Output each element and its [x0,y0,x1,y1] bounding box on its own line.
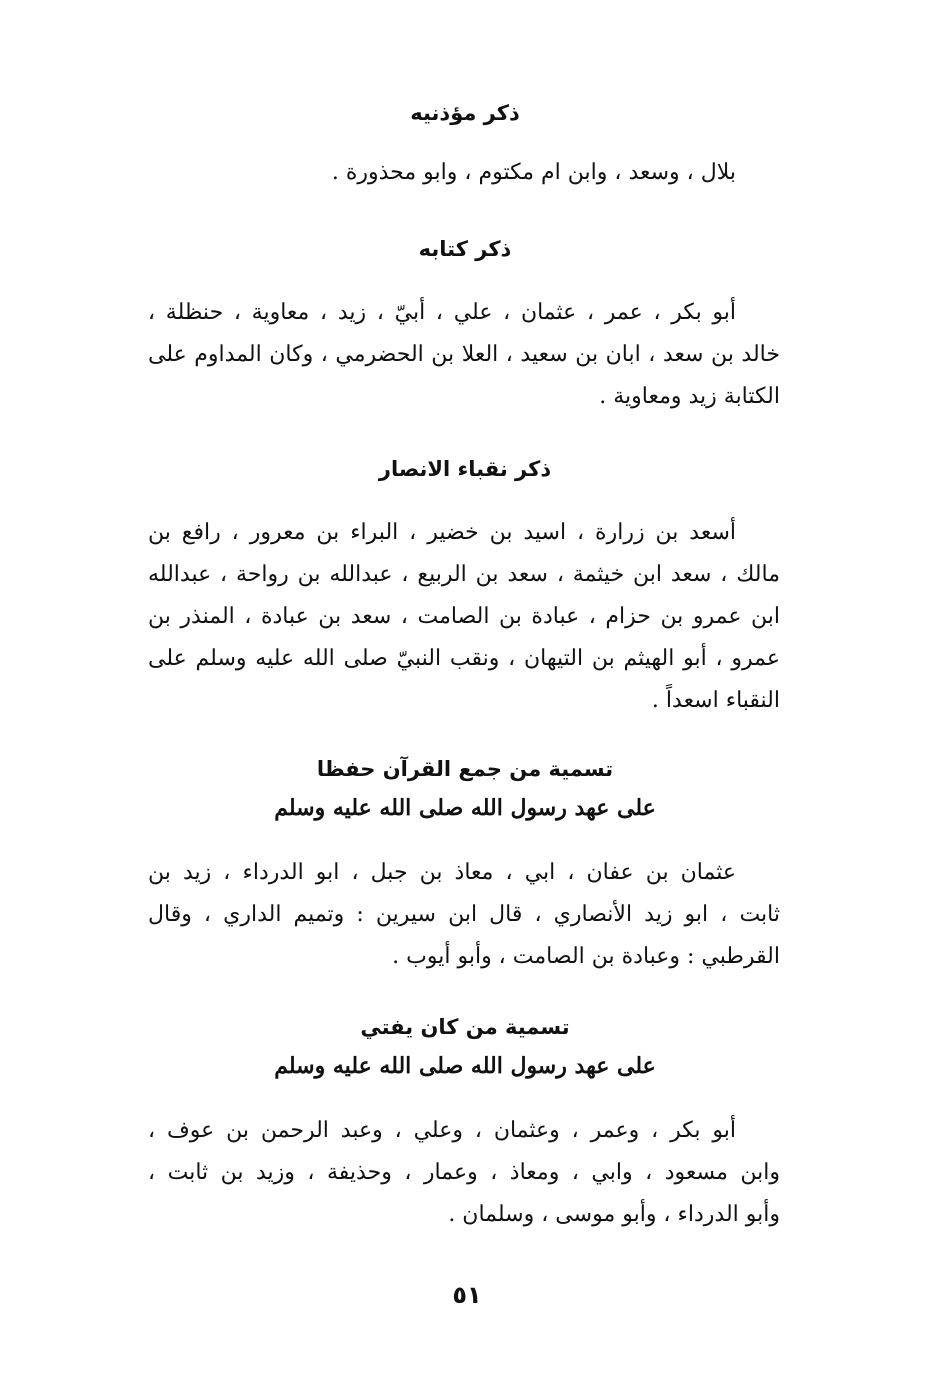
text-line: مالك ، سعد ابن خيثمة ، سعد بن الربيع ، عبدالله بن رواحة ، عبدالله [148,562,780,587]
text-line: وأبو الدرداء ، وأبو موسى ، وسلمان . [448,1202,780,1227]
text-line: النقباء اسعداً . [651,688,780,713]
section-body-muezzins [148,152,780,194]
section-heading-scribes: ذكر كتابه [418,237,512,261]
section-heading-quran-memorizers: تسمية من جمع القرآن حفظا [316,757,614,781]
text-line: وابن مسعود ، وابي ، ومعاذ ، وعمار ، وحذيفة ، وزيد بن ثابت ، [148,1160,780,1185]
text-line: عثمان بن عفان ، ابي ، معاذ بن جبل ، ابو الدرداء ، زيد بن [148,860,736,885]
text-line: خالد بن سعد ، ابان بن سعيد ، العلا بن الحضرمي ، وكان المداوم على [148,342,780,367]
page-number: ٥١ [452,1281,482,1309]
text-line: القرطبي : وعبادة بن الصامت ، وأبو أيوب . [392,944,780,969]
text-line: أبو بكر ، وعمر ، وعثمان ، وعلي ، وعبد الرحمن بن عوف ، [148,1118,736,1143]
text-line: ابن عمرو بن حزام ، عبادة بن الصامت ، سعد بن عبادة ، المنذر بن [148,604,780,629]
section-body-ansar-chiefs [148,512,780,722]
section-heading-ansar-chiefs: ذكر نقباء الانصار [378,457,552,481]
text-line: أبو بكر ، عمر ، عثمان ، علي ، أبيّ ، زيد ، معاوية ، حنظلة ، [148,300,736,325]
section-body-scribes [148,292,780,418]
text-line: الكتابة زيد ومعاوية . [599,384,780,409]
section-heading-muftis: تسمية من كان يفتي [360,1015,570,1039]
text-line: أسعد بن زرارة ، اسيد بن خضير ، البراء بن معرور ، رافع بن [148,520,736,545]
text-line: ثابت ، ابو زيد الأنصاري ، قال ابن سيرين : وتميم الداري ، وقال [148,902,780,927]
section-body-muftis [148,1110,780,1236]
section-subheading-quran-memorizers: على عهد رسول الله صلى الله عليه وسلم [274,795,656,821]
section-heading-muezzins: ذكر مؤذنيه [410,101,520,125]
section-subheading-muftis: على عهد رسول الله صلى الله عليه وسلم [274,1053,656,1079]
text-line: بلال ، وسعد ، وابن ام مكتوم ، وابو محذورة . [331,160,736,185]
section-body-quran-memorizers [148,852,780,978]
text-line: عمرو ، أبو الهيثم بن التيهان ، ونقب النبيّ صلى الله عليه وسلم على [148,646,780,671]
